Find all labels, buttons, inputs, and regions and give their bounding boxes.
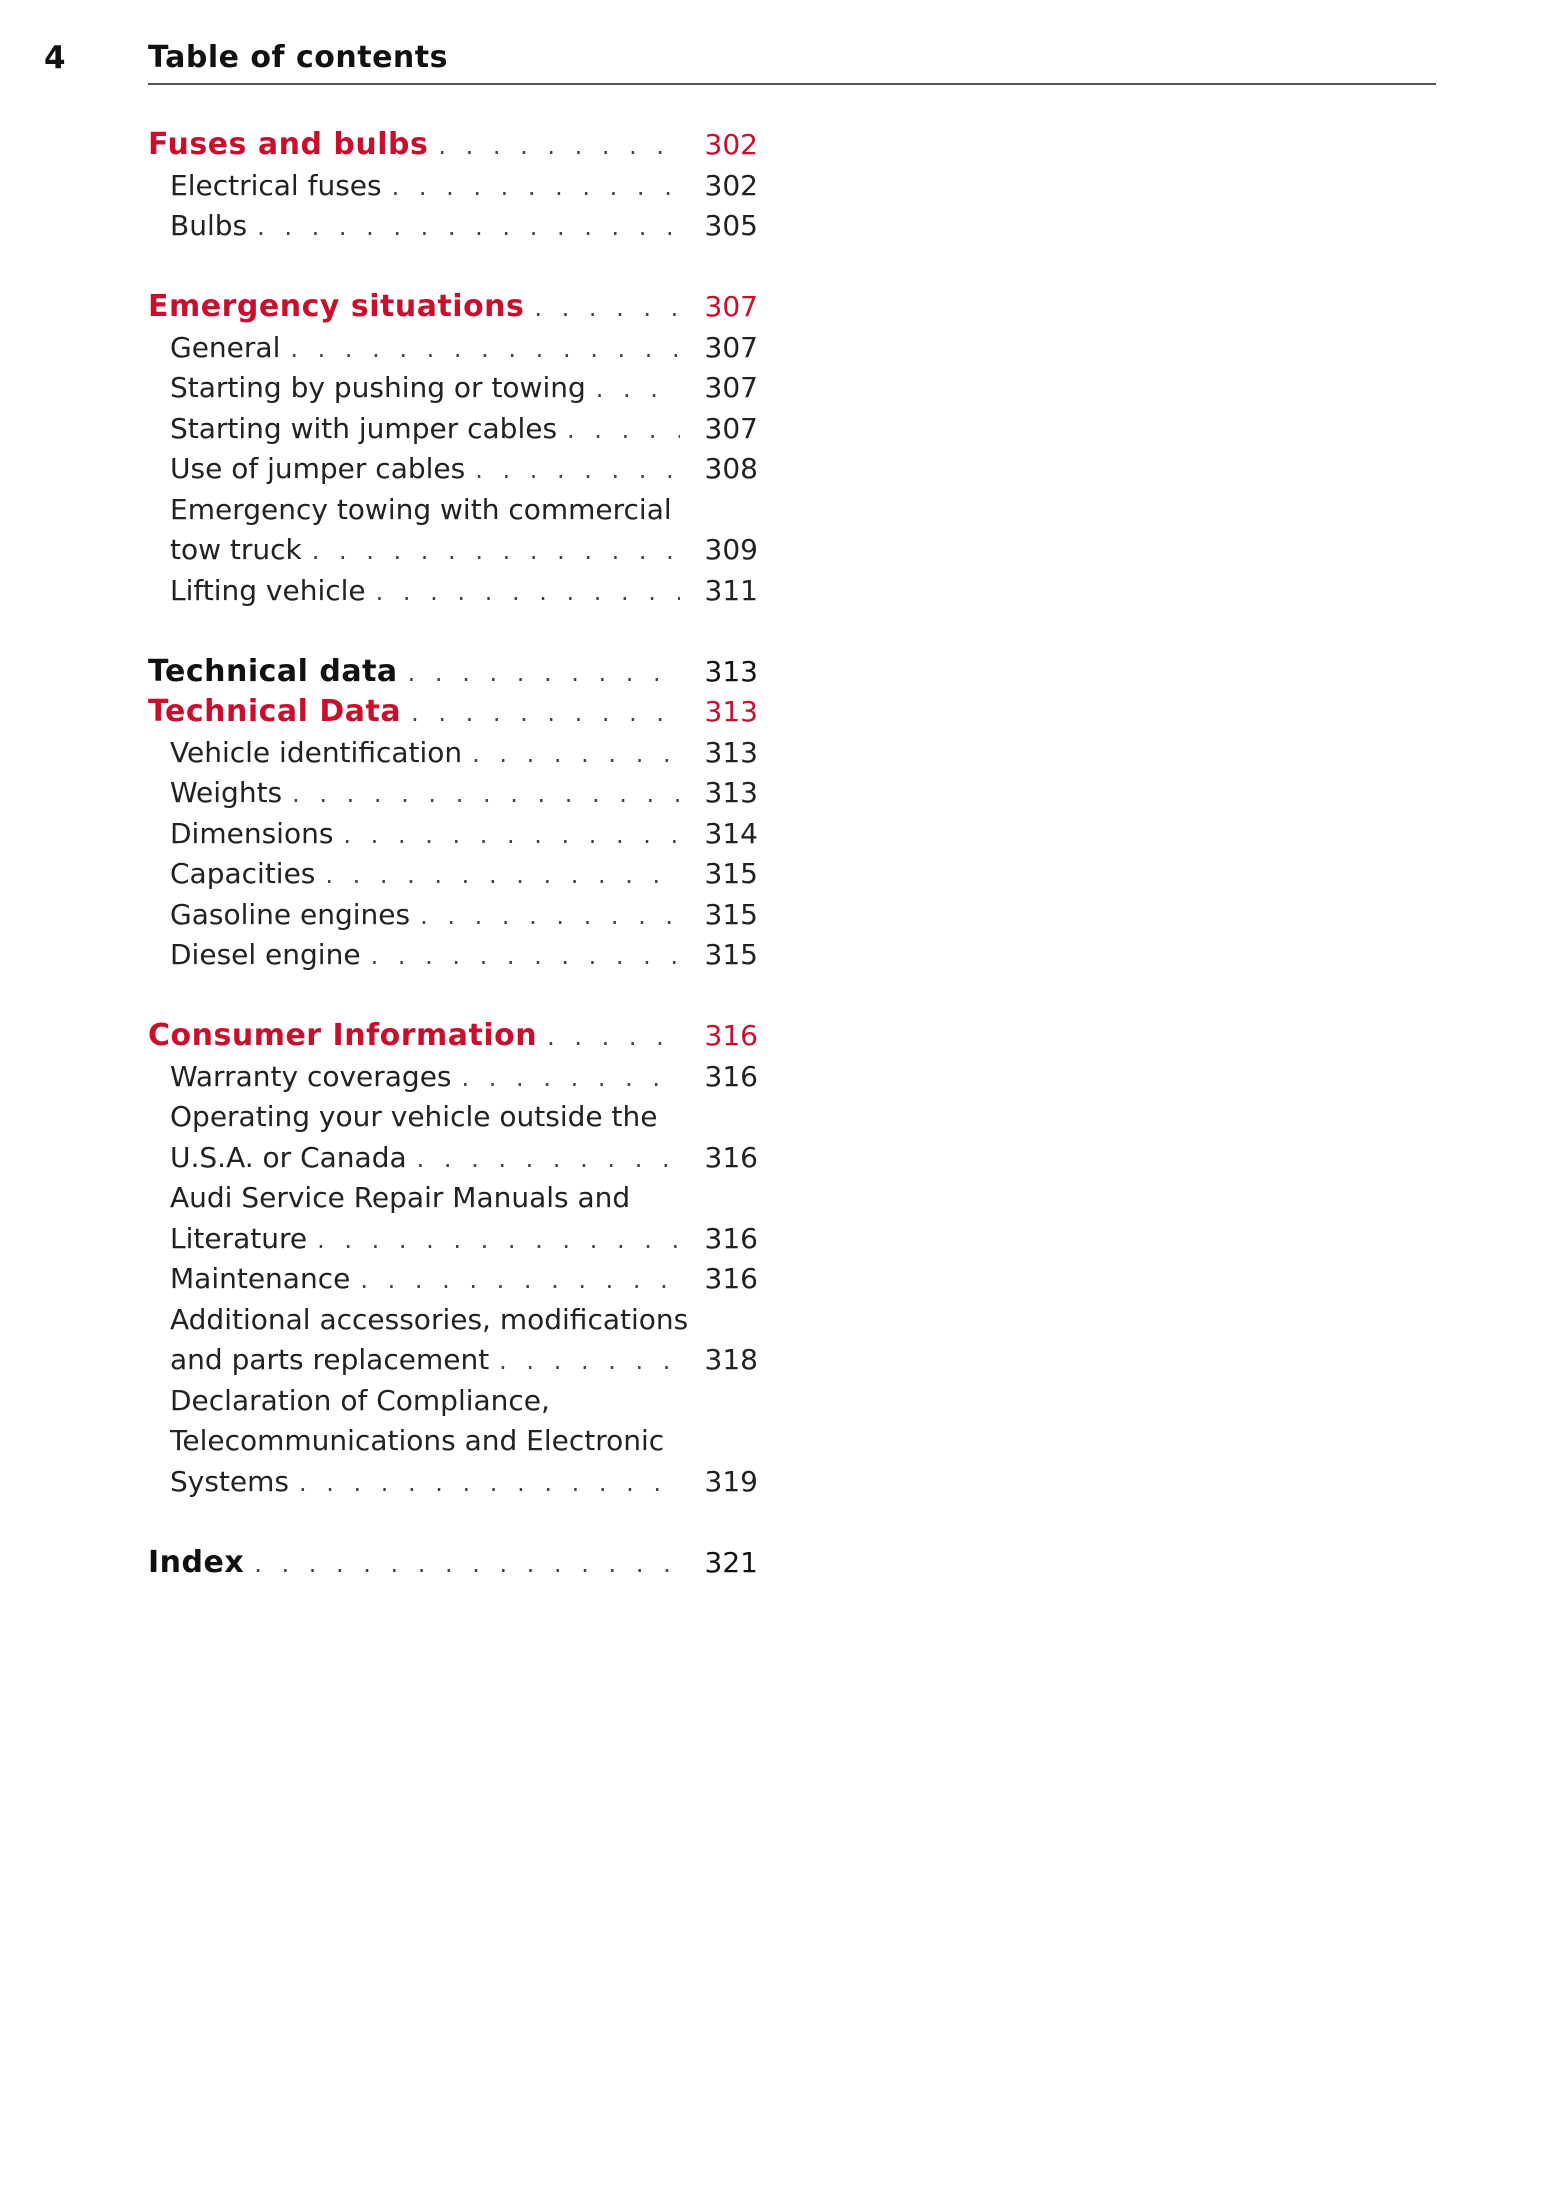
- table-of-contents: [148, 125, 758, 1624]
- toc-entry-label: Vehicle identification: [170, 735, 463, 769]
- dot-leader: [299, 1463, 680, 1504]
- toc-entry-label: Use of jumper cables: [170, 452, 466, 485]
- page-number: 4: [44, 40, 66, 76]
- toc-entry-label: Audi Service Repair Manuals and: [170, 1181, 631, 1214]
- toc-page-number: 316: [704, 1262, 758, 1295]
- dot-leader: [411, 693, 680, 734]
- toc-entry[interactable]: [148, 571, 758, 612]
- dot-leader: [567, 410, 680, 451]
- toc-section: [148, 652, 758, 976]
- dot-leader: [325, 855, 680, 896]
- toc-entry-label: Bulbs: [170, 209, 248, 242]
- toc-entry[interactable]: [148, 1138, 758, 1179]
- toc-entry[interactable]: [148, 368, 758, 409]
- toc-chapter-entry[interactable]: [148, 1543, 758, 1584]
- toc-page-number: 315: [704, 857, 758, 890]
- dot-leader: [420, 896, 680, 937]
- toc-page-number: 308: [704, 452, 758, 485]
- toc-entry-line: [148, 1097, 758, 1138]
- toc-page-number: 313: [704, 695, 758, 728]
- toc-page-number: 313: [704, 776, 758, 809]
- toc-entry-label: Starting by pushing or towing: [170, 371, 586, 404]
- toc-page-number: 321: [704, 1545, 758, 1579]
- toc-entry-label: Literature: [170, 1221, 308, 1255]
- toc-page-number: 316: [704, 1140, 758, 1174]
- header-divider: [148, 83, 1436, 85]
- dot-leader: [257, 207, 680, 248]
- toc-entry-label: Emergency towing with commercial: [170, 492, 672, 526]
- dot-leader: [292, 774, 680, 815]
- toc-entry-label: Diesel engine: [170, 938, 361, 971]
- toc-chapter-entry[interactable]: [148, 1016, 758, 1057]
- toc-entry[interactable]: [148, 166, 758, 207]
- dot-leader: [392, 167, 680, 208]
- toc-entry[interactable]: [148, 449, 758, 490]
- toc-entry-label: Weights: [170, 776, 283, 809]
- toc-page-number: 316: [704, 1019, 758, 1052]
- dot-leader: [360, 1260, 680, 1301]
- dot-leader: [475, 450, 680, 491]
- dot-leader: [462, 1058, 680, 1099]
- dot-leader: [547, 1017, 680, 1058]
- toc-entry[interactable]: [148, 530, 758, 571]
- toc-entry-label: and parts replacement: [170, 1343, 490, 1376]
- toc-entry-line: [148, 1300, 758, 1341]
- toc-page-number: 309: [704, 533, 758, 566]
- toc-chapter-entry[interactable]: [148, 125, 758, 166]
- toc-entry[interactable]: [148, 733, 758, 774]
- toc-entry[interactable]: [148, 1219, 758, 1260]
- toc-entry[interactable]: [148, 1259, 758, 1300]
- toc-entry[interactable]: [148, 935, 758, 976]
- toc-entry-label: Fuses and bulbs: [148, 127, 429, 162]
- toc-section: [148, 287, 758, 611]
- toc-entry[interactable]: [148, 854, 758, 895]
- toc-page-number: 311: [704, 573, 758, 607]
- toc-entry-label: Telecommunications and Electronic: [170, 1424, 665, 1457]
- toc-entry-label: Declaration of Compliance,: [170, 1383, 550, 1417]
- toc-entry-label: Operating your vehicle outside the: [170, 1100, 658, 1133]
- toc-entry[interactable]: [148, 206, 758, 247]
- toc-chapter-entry[interactable]: [148, 652, 758, 693]
- toc-section: [148, 1543, 758, 1584]
- dot-leader: [438, 126, 680, 167]
- page-header: [0, 0, 1557, 90]
- toc-page-number: 316: [704, 1221, 758, 1255]
- toc-entry-label: tow truck: [170, 533, 302, 566]
- toc-entry-label: Electrical fuses: [170, 168, 382, 202]
- toc-entry-label: Additional accessories, modifications: [170, 1302, 689, 1336]
- toc-page-number: 302: [704, 168, 758, 202]
- toc-entry-label: General: [170, 330, 281, 364]
- toc-page-number: 302: [704, 128, 758, 161]
- toc-entry[interactable]: [148, 328, 758, 369]
- dot-leader: [312, 531, 680, 572]
- toc-page-number: 307: [704, 330, 758, 364]
- toc-page-number: 316: [704, 1059, 758, 1093]
- toc-page-number: 315: [704, 938, 758, 971]
- toc-entry[interactable]: [148, 814, 758, 855]
- toc-entry-label: U.S.A. or Canada: [170, 1140, 407, 1174]
- toc-page-number: 318: [704, 1343, 758, 1376]
- dot-leader: [317, 1220, 680, 1261]
- toc-entry-label: Emergency situations: [148, 289, 525, 324]
- dot-leader: [408, 653, 680, 694]
- toc-entry-label: Warranty coverages: [170, 1059, 452, 1093]
- toc-entry-label: Maintenance: [170, 1262, 351, 1295]
- dot-leader: [417, 1139, 680, 1180]
- toc-chapter-entry[interactable]: [148, 692, 758, 733]
- page-title: Table of contents: [148, 40, 448, 75]
- dot-leader: [343, 815, 680, 856]
- toc-entry-label: Consumer Information: [148, 1018, 538, 1053]
- toc-entry-label: Systems: [170, 1464, 289, 1498]
- toc-page-number: 307: [704, 371, 758, 404]
- toc-section: [148, 125, 758, 247]
- toc-page-number: 305: [704, 209, 758, 242]
- dot-leader: [499, 1341, 680, 1382]
- toc-page-number: 315: [704, 897, 758, 931]
- toc-page-number: 314: [704, 816, 758, 850]
- toc-entry-line: [148, 490, 758, 531]
- dot-leader: [290, 329, 680, 370]
- toc-entry-label: Dimensions: [170, 816, 334, 850]
- toc-page-number: 307: [704, 290, 758, 323]
- toc-entry-line: [148, 1381, 758, 1422]
- toc-chapter-entry[interactable]: [148, 287, 758, 328]
- toc-entry-label: Lifting vehicle: [170, 573, 366, 607]
- dot-leader: [254, 1544, 680, 1585]
- toc-page-number: 313: [704, 735, 758, 769]
- toc-entry-label: Index: [148, 1544, 245, 1580]
- dot-leader: [371, 936, 680, 977]
- toc-entry[interactable]: [148, 895, 758, 936]
- toc-entry-label: Starting with jumper cables: [170, 411, 558, 445]
- toc-entry-label: Gasoline engines: [170, 897, 411, 931]
- toc-section: [148, 1016, 758, 1502]
- toc-entry-label: Technical data: [148, 653, 398, 689]
- toc-entry-label: Technical Data: [148, 694, 402, 729]
- toc-entry[interactable]: [148, 1462, 758, 1503]
- toc-entry[interactable]: [148, 1057, 758, 1098]
- toc-page-number: 319: [704, 1464, 758, 1498]
- toc-entry-line: [148, 1178, 758, 1219]
- toc-entry[interactable]: [148, 409, 758, 450]
- dot-leader: [534, 288, 680, 329]
- toc-entry-line: [148, 1421, 758, 1462]
- dot-leader: [596, 369, 680, 410]
- toc-entry[interactable]: [148, 773, 758, 814]
- dot-leader: [472, 734, 680, 775]
- toc-page-number: 307: [704, 411, 758, 445]
- dot-leader: [376, 572, 680, 613]
- toc-page-number: 313: [704, 654, 758, 688]
- toc-entry[interactable]: [148, 1340, 758, 1381]
- toc-entry-label: Capacities: [170, 857, 316, 890]
